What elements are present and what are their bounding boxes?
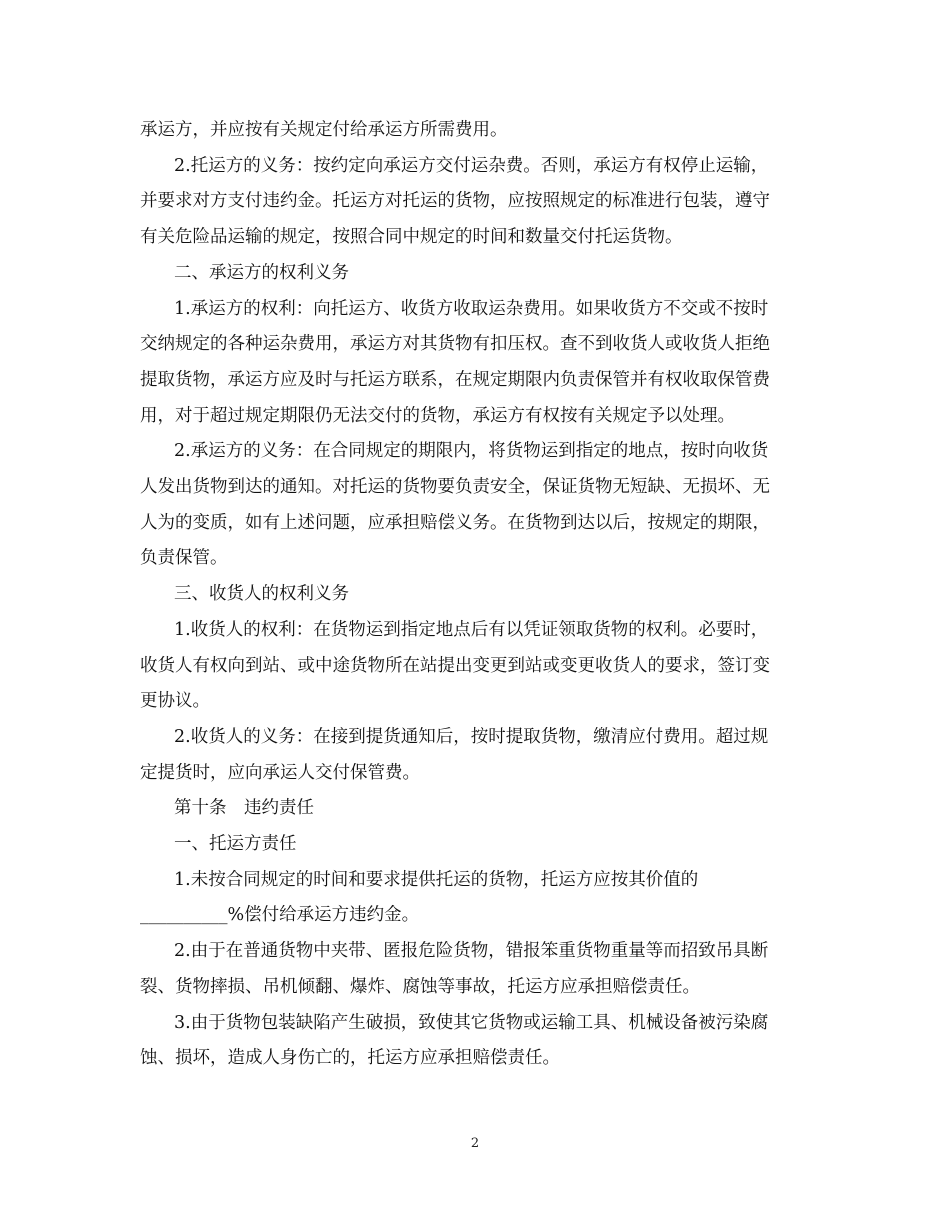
text-line: __________%偿付给承运方违约金。 — [140, 905, 420, 926]
text-line: 2.托运方的义务：按约定向承运方交付运杂费。否则，承运方有权停止运输， — [174, 155, 769, 176]
paragraph — [140, 934, 812, 1005]
paragraph — [140, 720, 812, 791]
text-line: 用，对于超过规定期限仍无法交付的货物，承运方有权按有关规定予以处理。 — [140, 405, 735, 426]
text-line: 1.承运方的权利：向托运方、收货方收取运杂费用。如果收货方不交或不按时 — [174, 298, 769, 319]
text-line: 2.承运方的义务：在合同规定的期限内，将货物运到指定的地点，按时向收货 — [174, 441, 769, 462]
document-body — [140, 113, 812, 1077]
text-line: 人发出货物到达的通知。对托运的货物要负责安全，保证货物无短缺、无损坏、无 — [140, 477, 770, 498]
text-line: 有关危险品运输的规定，按照合同中规定的时间和数量交付托运货物。 — [140, 227, 683, 248]
text-line: 交纳规定的各种运杂费用，承运方对其货物有扣压权。查不到收货人或收货人拒绝 — [140, 334, 770, 355]
text-line: 2.由于在普通货物中夹带、匿报危险货物，错报笨重货物重量等而招致吊具断 — [174, 941, 769, 962]
paragraph — [140, 613, 812, 720]
text-line: 二、承运方的权利义务 — [174, 262, 349, 283]
text-line: 人为的变质，如有上述问题，应承担赔偿义务。在货物到达以后，按规定的期限， — [140, 512, 770, 533]
paragraph — [140, 863, 812, 899]
text-line: 3.由于货物包装缺陷产生破损，致使其它货物或运输工具、机械设备被污染腐 — [174, 1012, 769, 1033]
text-line: 负责保管。 — [140, 548, 228, 569]
paragraph — [140, 434, 812, 577]
paragraph — [140, 1006, 812, 1077]
paragraph — [140, 113, 812, 149]
text-line: 裂、货物摔损、吊机倾翻、爆炸、腐蚀等事故，托运方应承担赔偿责任。 — [140, 976, 700, 997]
text-line: 承运方，并应按有关规定付给承运方所需费用。 — [140, 120, 508, 140]
paragraph — [140, 292, 812, 435]
page-number: 2 — [470, 1136, 480, 1151]
text-line: 第十条 违约责任 — [174, 798, 314, 819]
text-line: 提取货物，承运方应及时与托运方联系，在规定期限内负责保管并有权收取保管费 — [140, 369, 770, 390]
paragraph — [140, 149, 812, 256]
text-line: 1.收货人的权利：在货物运到指定地点后有以凭证领取货物的权利。必要时， — [174, 619, 769, 640]
text-line: 并要求对方支付违约金。托运方对托运的货物，应按照规定的标准进行包装，遵守 — [140, 191, 770, 212]
text-line: 三、收货人的权利义务 — [174, 584, 349, 605]
paragraph — [140, 256, 812, 292]
paragraph — [140, 791, 812, 827]
text-line: 2.收货人的义务：在接到提货通知后，按时提取货物，缴清应付费用。超过规 — [174, 726, 769, 747]
text-line: 更协议。 — [140, 691, 210, 712]
paragraph — [140, 577, 812, 613]
paragraph — [140, 827, 812, 863]
text-line: 定提货时，应向承运人交付保管费。 — [140, 762, 420, 783]
text-line: 1.未按合同规定的时间和要求提供托运的货物，托运方应按其价值的 — [174, 869, 699, 890]
text-line: 一、托运方责任 — [174, 834, 297, 855]
paragraph — [140, 898, 812, 934]
text-line: 蚀、损坏，造成人身伤亡的，托运方应承担赔偿责任。 — [140, 1048, 560, 1069]
text-line: 收货人有权向到站、或中途货物所在站提出变更到站或变更收货人的要求，签订变 — [140, 655, 770, 676]
